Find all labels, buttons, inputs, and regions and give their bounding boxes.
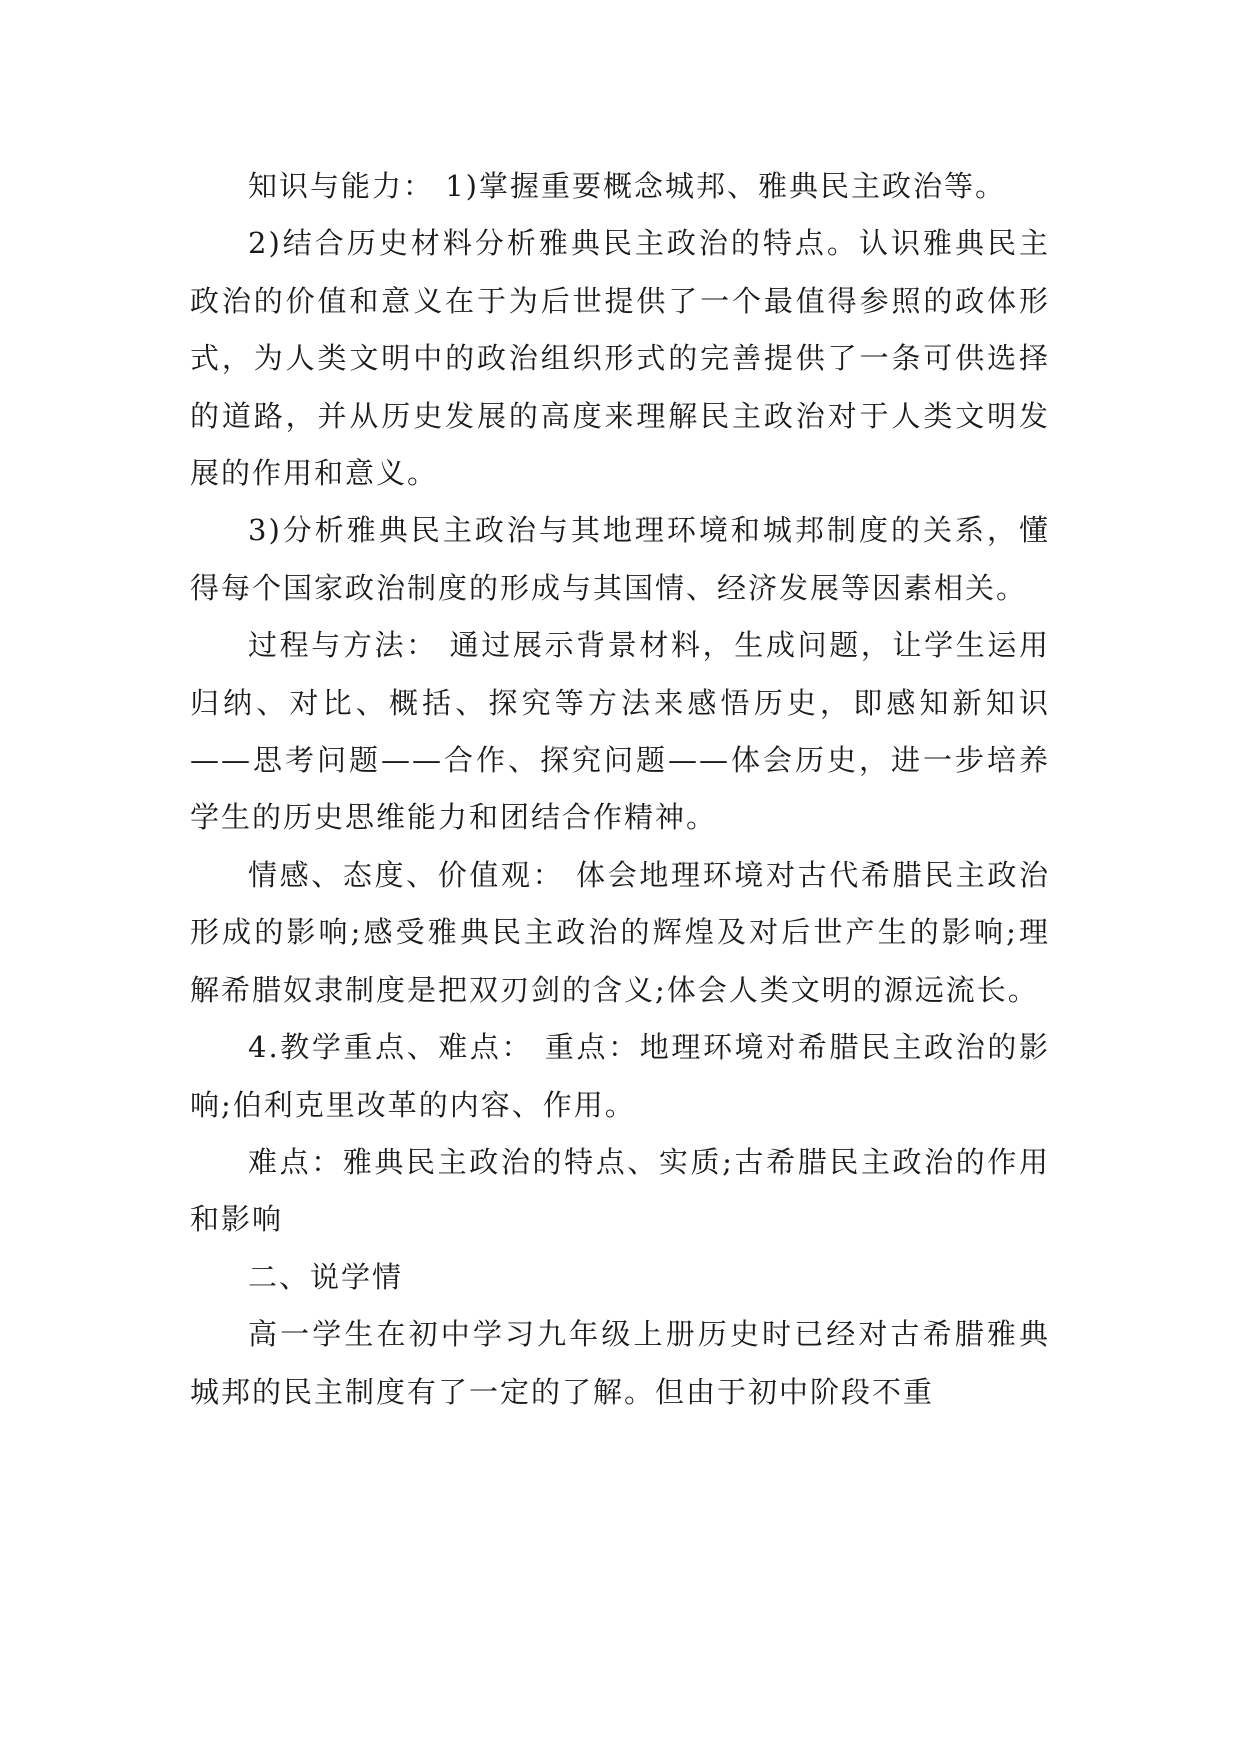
paragraph-emotion-values: 情感、态度、价值观： 体会地理环境对古代希腊民主政治形成的影响;感受雅典民主政治的辉煌及对后世产生的影响;理解希腊奴隶制度是把双刃剑的含义;体会人类文明的源远流长。 xyxy=(190,857,1050,1007)
paragraph-student-background: 高一学生在初中学习九年级上册历史时已经对古希腊雅典城邦的民主制度有了一定的了解。但由于初中阶段不重 xyxy=(190,1317,1050,1409)
paragraph-key-points: 4.教学重点、难点： 重点：地理环境对希腊民主政治的影响;伯利克里改革的内容、作用。 xyxy=(190,1030,1050,1122)
paragraph-difficulties: 难点：雅典民主政治的特点、实质;古希腊民主政治的作用和影响 xyxy=(190,1144,1050,1237)
paragraph-knowledge-ability: 知识与能力： 1)掌握重要概念城邦、雅典民主政治等。 xyxy=(248,169,1006,203)
section-heading-student-analysis: 二、说学情 xyxy=(248,1259,404,1294)
paragraph-objective-3: 3)分析雅典民主政治与其地理环境和城邦制度的关系，懂得每个国家政治制度的形成与其国情、经济发展等因素相关。 xyxy=(190,513,1050,605)
document-body xyxy=(190,158,1050,1421)
paragraph-process-method: 过程与方法： 通过展示背景材料，生成问题，让学生运用归纳、对比、概括、探究等方法来感悟历史，即感知新知识——思考问题——合作、探究问题——体会历史，进一步培养学生的历史思维能力和团结合作精神。 xyxy=(190,628,1050,835)
paragraph-objective-2: 2)结合历史材料分析雅典民主政治的特点。认识雅典民主政治的价值和意义在于为后世提供了一个最值得参照的政体形式，为人类文明中的政治组织形式的完善提供了一条可供选择的道路，并从历史发展的高度来理解民主政治对于人类文明发展的作用和意义。 xyxy=(190,226,1050,491)
